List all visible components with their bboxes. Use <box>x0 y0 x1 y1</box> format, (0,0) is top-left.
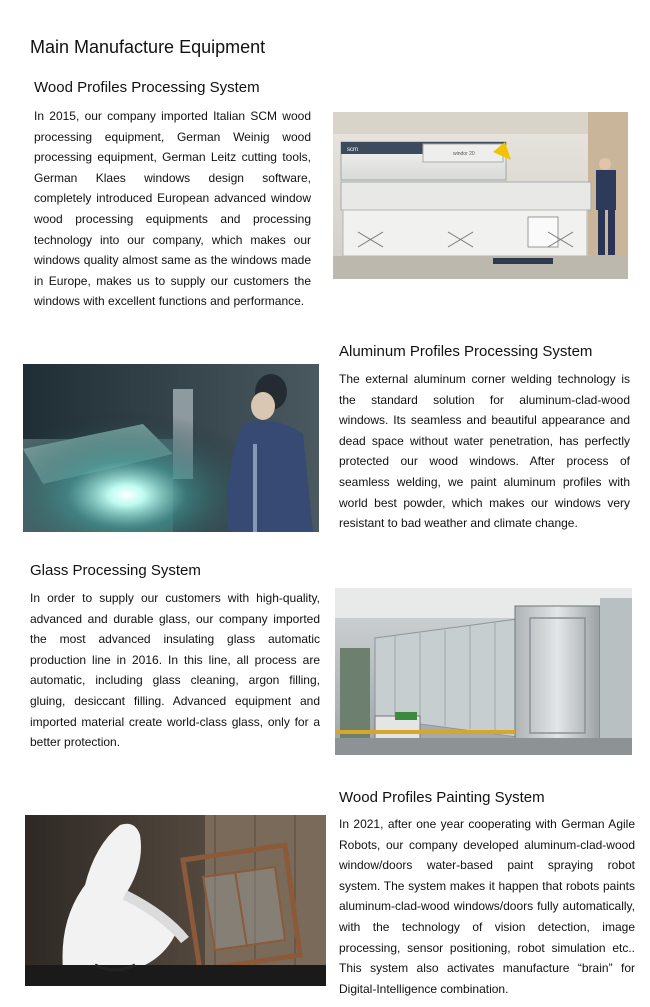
page-title: Main Manufacture Equipment <box>30 37 266 57</box>
photo-aluminum-welding <box>23 364 319 532</box>
photo-model-label: windor 20 <box>453 151 475 157</box>
section-text-wood-painting: In 2021, after one year cooperating with German Agile Robots, our company developed aluminum-clad-wood window/doors water-based paint spraying robot system. The system makes it happen that robots paints aluminum-clad-wood windows/doors fully automatically, with the technology of vision detection, image processing, sensor positioning, robot simulation etc.. This system also activates manufacture “brain” for Digital-Intelligence combination. <box>339 817 635 996</box>
section-text-glass-processing: In order to supply our customers with high-quality, advanced and durable glass, our company imported the most advanced insulating glass automatic production line in 2016. In this line, all process are automatic, including glass cleaning, argon filling, gluing, desiccant filling. Advanced equipment and imported material create world-class glass, only for a better protection. <box>30 591 320 750</box>
photo-glass-production-line <box>335 588 632 755</box>
section-title-wood-processing: Wood Profiles Processing System <box>34 79 260 96</box>
photo-wood-processing-machine <box>333 112 628 279</box>
photo-painting-robot <box>25 815 326 986</box>
section-title-aluminum-processing: Aluminum Profiles Processing System <box>339 343 593 360</box>
photo-brand-label: scm <box>347 147 358 153</box>
section-title-wood-painting: Wood Profiles Painting System <box>339 789 545 806</box>
section-text-aluminum-processing: The external aluminum corner welding technology is the standard solution for aluminum-clad-wood windows. Its seamless and beautiful appearance and dead space without water penetration, has perfectly protected our wood windows. After process of seamless welding, we paint aluminum profiles with world best powder, which makes our windows very resistant to bad weather and climate change. <box>339 372 630 531</box>
section-title-glass-processing: Glass Processing System <box>30 562 201 579</box>
section-text-wood-processing: In 2015, our company imported Italian SCM wood processing equipment, German Weinig wood processing equipment, German Leitz cutting tools, German Klaes windows design software, completely introduced European advanced window wood processing equipments and processing technology into our company, which makes our windows quality almost same as the windows made in Europe, makes us to supply our customers the windows with excellent functions and performance. <box>34 109 311 309</box>
